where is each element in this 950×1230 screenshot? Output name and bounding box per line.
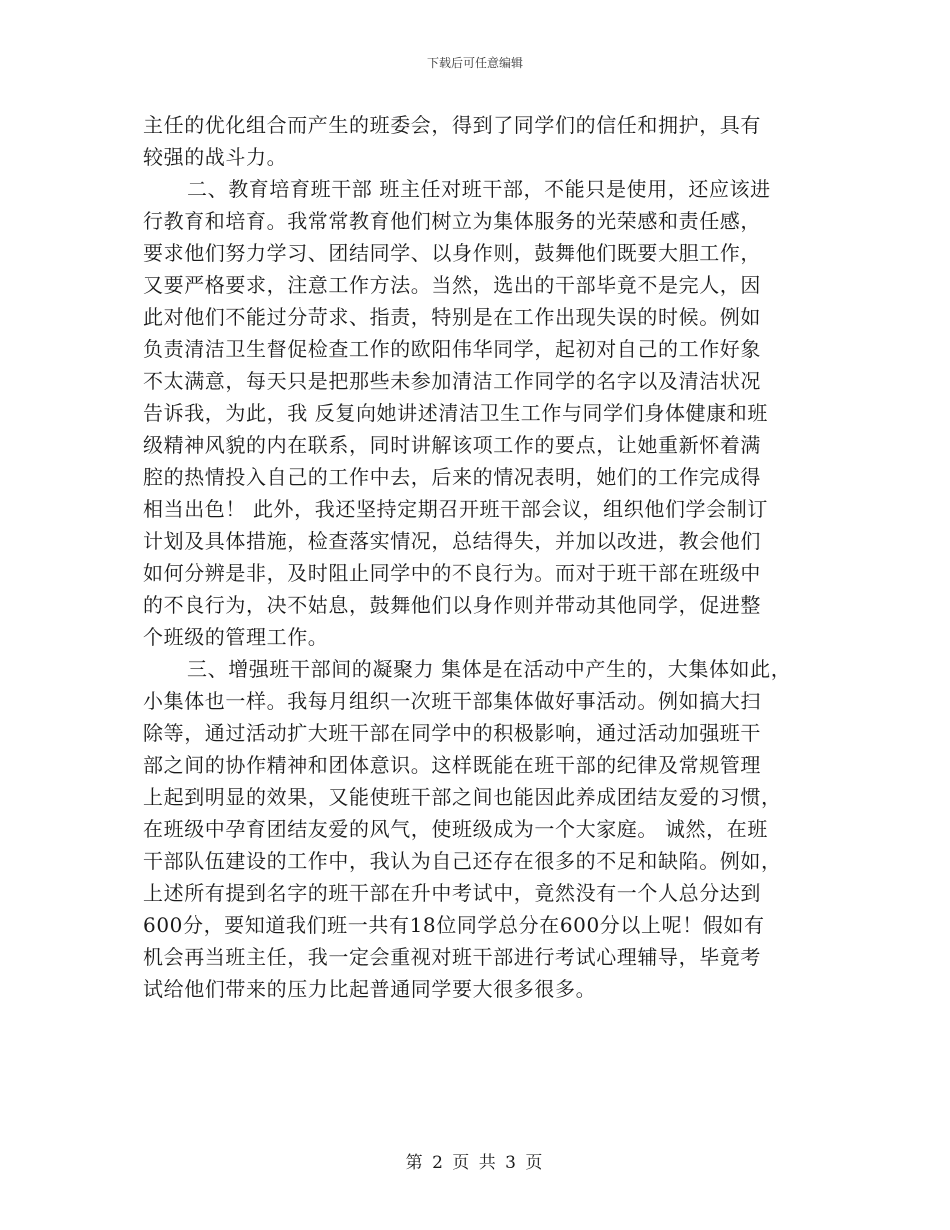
paragraph-heading-line: 三、增强班干部间的凝聚力 集体是在活动中产生的，大集体如此， [187, 657, 792, 681]
text-line: 小集体也一样。我每月组织一次班干部集体做好事活动。例如搞大扫 [143, 689, 761, 713]
text-line: 如何分辨是非，及时阻止同学中的不良行为。而对于班干部在班级中 [143, 561, 761, 585]
text-line: 又要严格要求，注意工作方法。当然，选出的干部毕竟不是完人，因 [143, 273, 761, 297]
text-line: 在班级中孕育团结友爱的风气，使班级成为一个大家庭。 诚然，在班 [143, 817, 768, 841]
text-line: 行教育和培育。我常常教育他们树立为集体服务的光荣感和责任感， [143, 209, 761, 233]
text-line: 个班级的管理工作。 [143, 625, 329, 649]
text-line: 600分，要知道我们班一共有18位同学总分在600分以上呢！假如有 [143, 913, 765, 937]
text-line: 干部队伍建设的工作中，我认为自己还存在很多的不足和缺陷。例如， [143, 849, 782, 873]
text-line: 不太满意，每天只是把那些未参加清洁工作同学的名字以及清洁状况 [143, 369, 761, 393]
text-line: 的不良行为，决不姑息，鼓舞他们以身作则并带动其他同学，促进整 [143, 593, 761, 617]
text-line: 机会再当班主任，我一定会重视对班干部进行考试心理辅导，毕竟考 [143, 945, 761, 969]
page-header: 下载后可任意编辑 [426, 56, 523, 70]
text-line: 主任的优化组合而产生的班委会，得到了同学们的信任和拥护，具有 [143, 113, 761, 137]
text-line: 上述所有提到名字的班干部在升中考试中，竟然没有一个人总分达到 [143, 881, 761, 905]
paragraph-heading-line: 二、教育培育班干部 班主任对班干部，不能只是使用，还应该进 [187, 177, 771, 201]
text-line: 告诉我，为此，我 反复向她讲述清洁卫生工作与同学们身体健康和班 [143, 401, 768, 425]
text-line: 除等，通过活动扩大班干部在同学中的积极影响，通过活动加强班干 [143, 721, 761, 745]
text-line: 要求他们努力学习、团结同学、以身作则，鼓舞他们既要大胆工作， [143, 241, 761, 265]
text-line: 负责清洁卫生督促检查工作的欧阳伟华同学，起初对自己的工作好象 [143, 337, 761, 361]
text-line: 此对他们不能过分苛求、指责，特别是在工作出现失误的时候。例如 [143, 305, 761, 329]
text-line: 计划及具体措施，检查落实情况，总结得失，并加以改进，教会他们 [143, 529, 761, 553]
document-body [143, 109, 815, 1005]
text-line: 相当出色！ 此外，我还坚持定期召开班干部会议，组织他们学会制订 [143, 497, 768, 521]
text-line: 部之间的协作精神和团体意识。这样既能在班干部的纪律及常规管理 [143, 753, 761, 777]
text-line: 级精神风貌的内在联系，同时讲解该项工作的要点，让她重新怀着满 [143, 433, 761, 457]
text-line: 较强的战斗力。 [143, 145, 288, 169]
page-number-footer: 第 2 页 共 3 页 [405, 1153, 545, 1173]
text-line: 上起到明显的效果，又能使班干部之间也能因此养成团结友爱的习惯， [143, 785, 782, 809]
text-line: 试给他们带来的压力比起普通同学要大很多很多。 [143, 977, 597, 1001]
text-line: 腔的热情投入自己的工作中去，后来的情况表明，她们的工作完成得 [143, 465, 761, 489]
